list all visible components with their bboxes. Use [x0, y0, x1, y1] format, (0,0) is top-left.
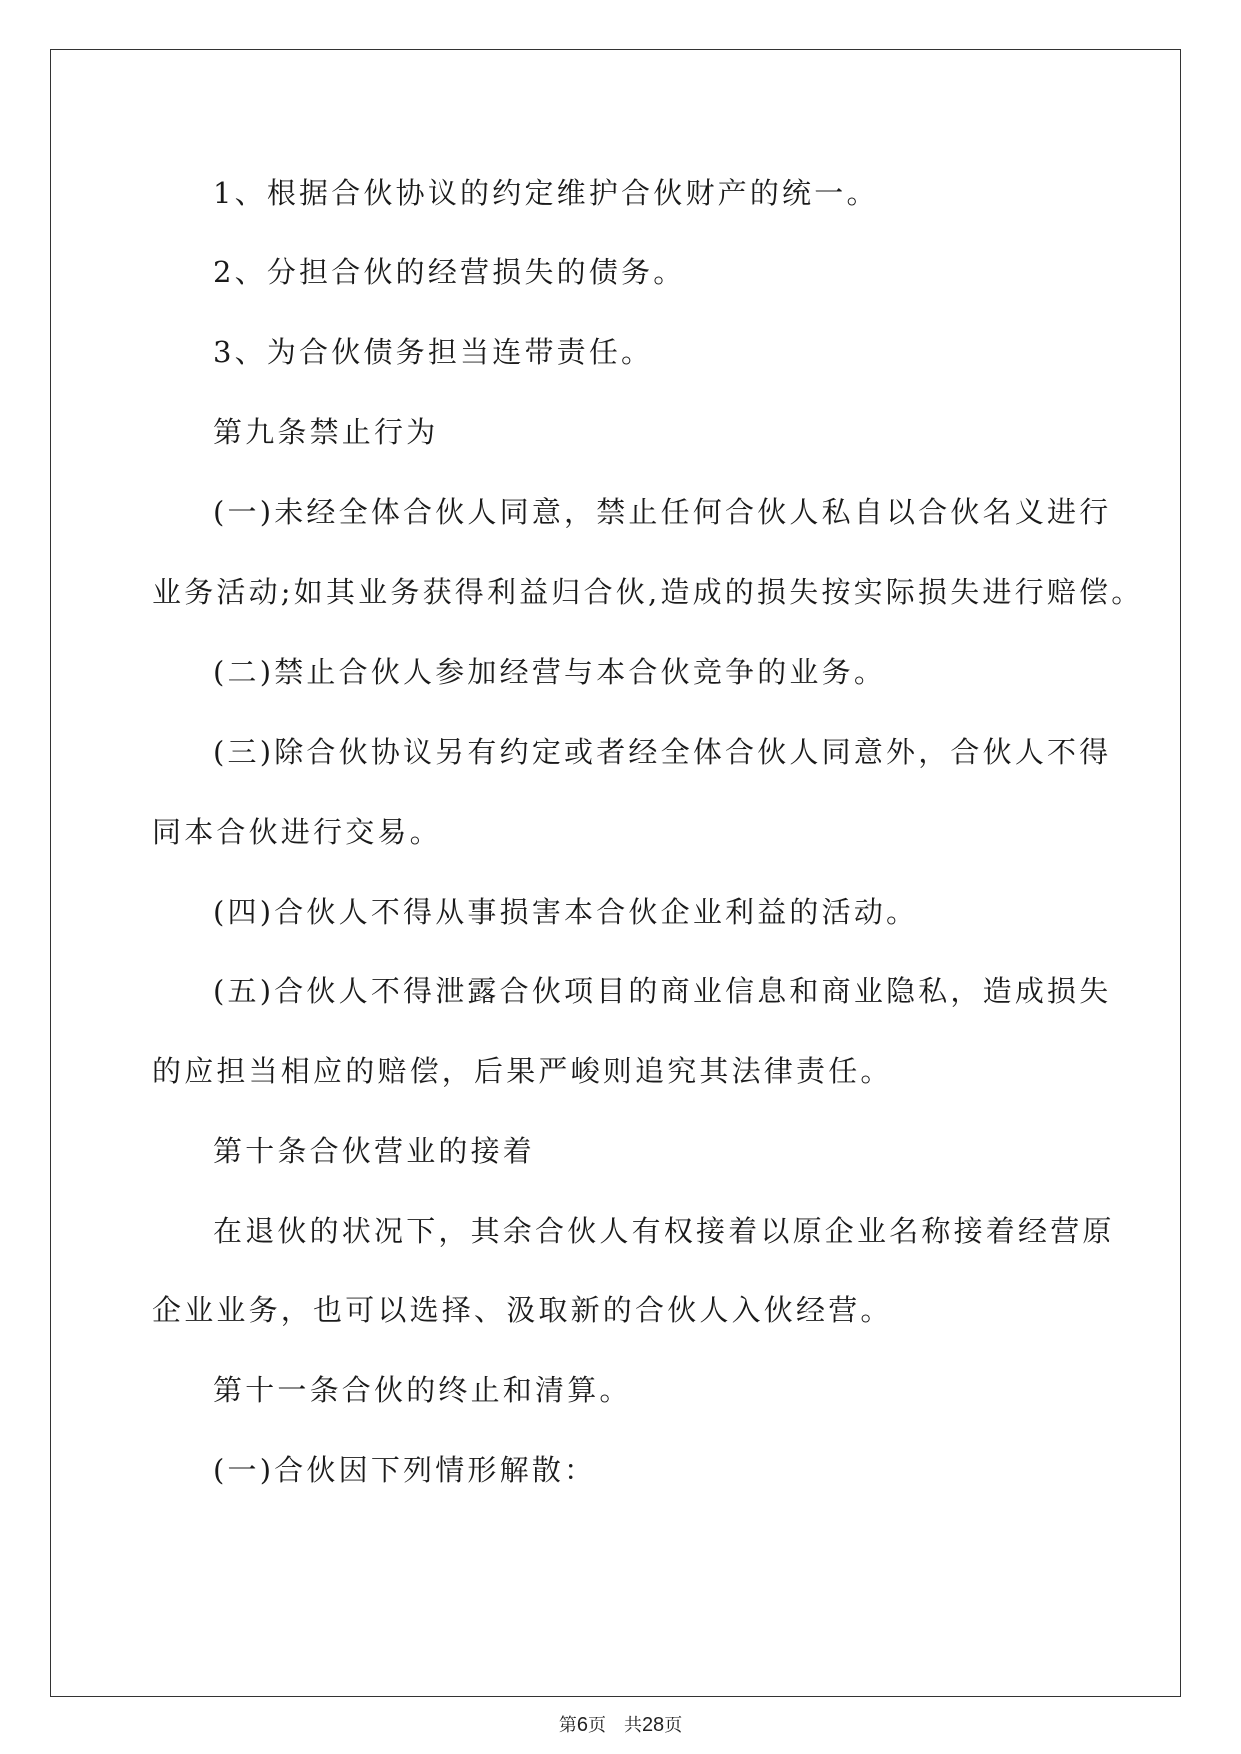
paragraph-line-12: 的应担当相应的赔偿，后果严峻则追究其法律责任。 — [152, 1054, 893, 1088]
footer-page-suffix: 页 — [587, 1715, 606, 1736]
section-heading-article-10: 第十条合伙营业的接着 — [213, 1134, 536, 1168]
paragraph-line-2: 2、分担合伙的经营损失的债务。 — [213, 255, 686, 289]
paragraph-line-7: (二)禁止合伙人参加经营与本合伙竞争的业务。 — [213, 655, 887, 689]
section-heading-article-9: 第九条禁止行为 — [213, 415, 439, 449]
footer-total-pages: 28 — [641, 1714, 665, 1736]
paragraph-line-14: 在退伙的状况下，其余合伙人有权接着以原企业名称接着经营原 — [213, 1214, 1115, 1248]
footer-total-suffix: 页 — [664, 1715, 683, 1736]
section-heading-article-11: 第十一条合伙的终止和清算。 — [213, 1373, 632, 1407]
paragraph-line-17: (一)合伙因下列情形解散： — [213, 1453, 597, 1487]
footer-page-number: 6 — [576, 1714, 588, 1736]
paragraph-line-11: (五)合伙人不得泄露合伙项目的商业信息和商业隐私，造成损失 — [213, 974, 1112, 1008]
paragraph-line-3: 3、为合伙债务担当连带责任。 — [213, 335, 654, 369]
paragraph-line-10: (四)合伙人不得从事损害本合伙企业利益的活动。 — [213, 895, 919, 929]
paragraph-line-8: (三)除合伙协议另有约定或者经全体合伙人同意外，合伙人不得 — [213, 735, 1112, 769]
paragraph-line-15: 企业业务，也可以选择、汲取新的合伙人入伙经营。 — [152, 1293, 893, 1327]
paragraph-line-9: 同本合伙进行交易。 — [152, 815, 442, 849]
footer-total-prefix: 共 — [623, 1715, 642, 1736]
paragraph-line-1: 1、根据合伙协议的约定维护合伙财产的统一。 — [213, 176, 879, 210]
paragraph-line-6: 业务活动;如其业务获得利益归合伙,造成的损失按实际损失进行赔偿。 — [152, 575, 1144, 609]
footer-page-prefix: 第 — [558, 1715, 577, 1736]
paragraph-line-5: (一)未经全体合伙人同意，禁止任何合伙人私自以合伙名义进行 — [213, 495, 1112, 529]
page-footer — [0, 1714, 1241, 1737]
